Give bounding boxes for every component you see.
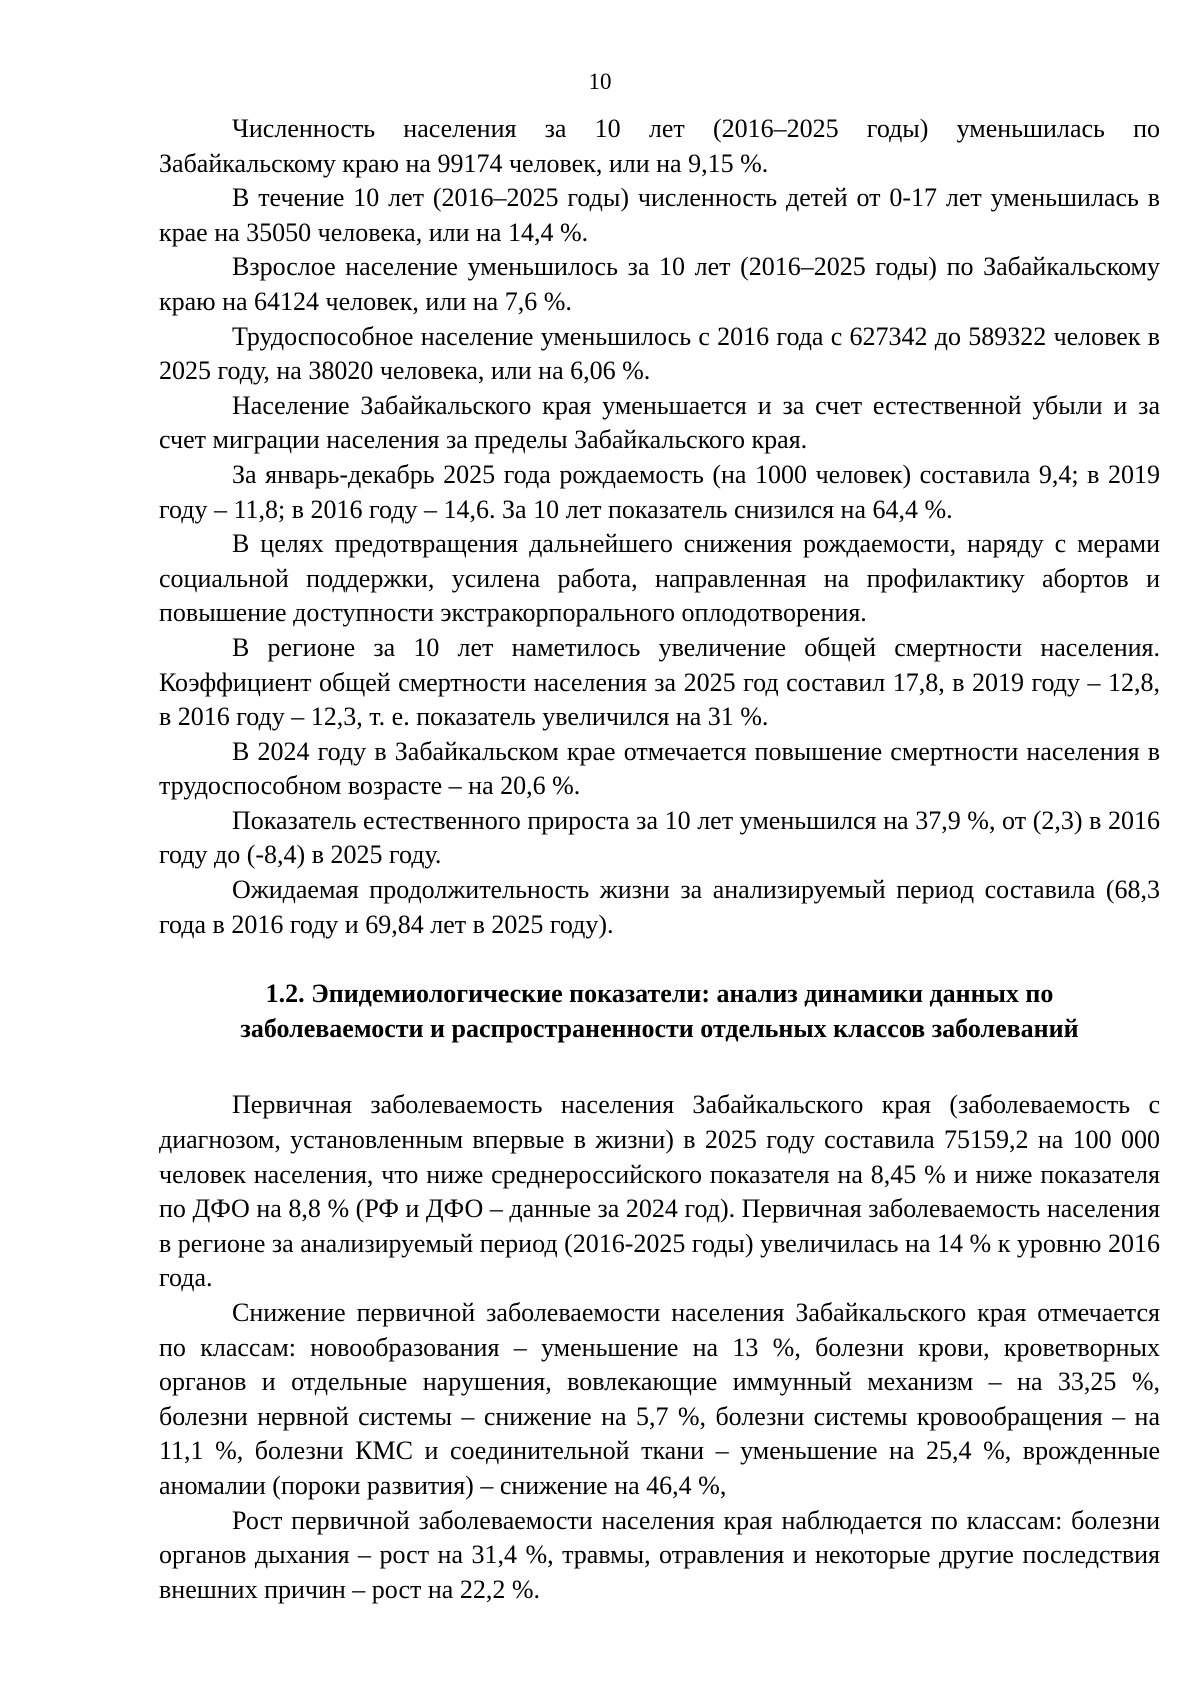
paragraph-life-expectancy: Ожидаемая продолжительность жизни за анализируемый период составила (68,3 года в 2016 году и 69,84 лет в 2025 году). (159, 875, 1160, 939)
paragraph-children-decline: В течение 10 лет (2016–2025 годы) численность детей от 0-17 лет уменьшилась в крае на 35050 человека, или на 14,4 %. (159, 183, 1160, 247)
section-body (159, 1088, 1160, 1607)
paragraph-adult-decline: Взрослое население уменьшилось за 10 лет (2016–2025 годы) по Забайкальскому краю на 64124 человек, или на 7,6 %. (159, 252, 1160, 316)
paragraph-decline-causes: Население Забайкальского края уменьшается и за счет естественной убыли и за счет миграции населения за пределы Забайкальского края. (159, 390, 1160, 455)
paragraph-birth-measures: В целях предотвращения дальнейшего снижения рождаемости, наряду с мерами социальной поддержки, усилена работа, направленная на профилактику абортов и повышение доступности экстракорпорального оплодотворения. (159, 529, 1160, 628)
paragraph-birth-rate: За январь-декабрь 2025 года рождаемость (на 1000 человек) составила 9,4; в 2019 году – 11,8; в 2016 году – 14,6. За 10 лет показатель снизился на 64,4 %. (159, 459, 1160, 524)
paragraph-morbidity-decrease: Снижение первичной заболеваемости населения Забайкальского края отмечается по классам: новообразования – уменьшение на 13 %, болезни крови, кроветворных органов и отдельные нарушения, вовлекающие иммунный механизм – на 33,25 %, болезни нервной системы – снижение на 5,7 %, болезни системы кровообращения – на 11,1 %, болезни КМС и соединительной ткани – уменьшение на 25,4 %, врожденные аномалии (пороки развития) – снижение на 46,4 %, (159, 1298, 1160, 1500)
paragraph-natural-growth: Показатель естественного прироста за 10 лет уменьшился на 37,9 %, от (2,3) в 2016 году до (-8,4) в 2025 году. (159, 805, 1160, 870)
paragraph-working-age-mortality: В 2024 году в Забайкальском крае отмечается повышение смертности населения в трудоспособном возрасте – на 20,6 %. (159, 736, 1160, 801)
section-heading-line-1: 1.2. Эпидемиологические показатели: анализ динамики данных по (265, 979, 1054, 1009)
section-heading (159, 977, 1160, 1046)
paragraph-morbidity-increase: Рост первичной заболеваемости населения края наблюдается по классам: болезни органов дыхания – рост на 31,4 %, травмы, отравления и некоторые другие последствия внешних причин – рост на 22,2 %. (159, 1505, 1160, 1604)
paragraph-mortality: В регионе за 10 лет наметилось увеличение общей смертности населения. Коэффициент общей смертности населения за 2025 год составил 17,8, в 2019 году – 12,8, в 2016 году – 12,3, т. е. показатель увеличился на 31 %. (159, 632, 1160, 732)
paragraph-population-decline: Численность населения за 10 лет (2016–2025 годы) уменьшилась по Забайкальскому краю на 99174 человек, или на 9,15 %. (159, 114, 1160, 178)
page-number: 10 (588, 69, 612, 94)
section-heading-line-2: заболеваемости и распространенности отдельных классов заболеваний (240, 1013, 1079, 1043)
paragraph-primary-morbidity: Первичная заболеваемость населения Забайкальского края (заболеваемость с диагнозом, установленным впервые в жизни) в 2025 году составила 75159,2 на 100 000 человек населения, что ниже среднероссийского показателя на 8,45 % и ниже показателя по ДФО на 8,8 % (РФ и ДФО – данные за 2024 год). Первичная заболеваемость населения в регионе за анализируемый период (2016-2025 годы) увеличилась на 14 % к уровню 2016 года. (159, 1090, 1160, 1293)
document-body (159, 112, 1160, 1607)
paragraph-working-age-decline: Трудоспособное население уменьшилось с 2016 года с 627342 до 589322 человек в 2025 году, на 38020 человека, или на 6,06 %. (159, 321, 1160, 386)
